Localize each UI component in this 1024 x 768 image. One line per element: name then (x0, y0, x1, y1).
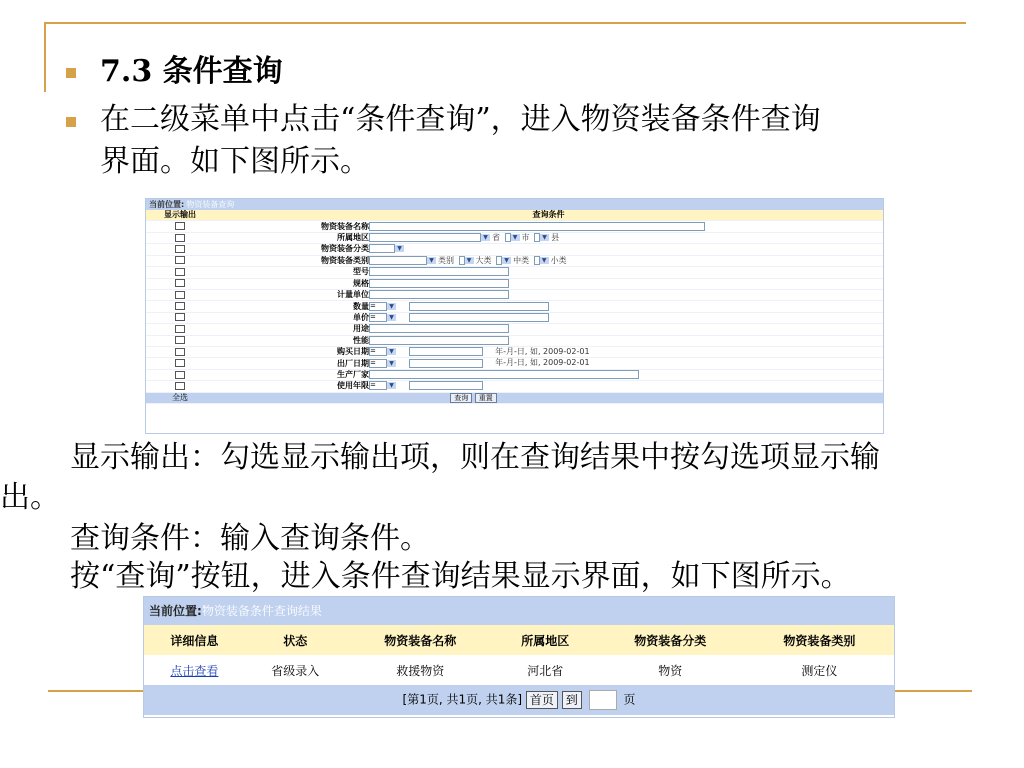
intro-text-line2: 界面。如下图所示。 (100, 144, 370, 179)
dropdown-arrow-icon[interactable]: ▼ (387, 382, 396, 389)
intro-text-line1: 在二级菜单中点击“条件查询”，进入物资装备条件查询 (100, 102, 821, 137)
page-number-input[interactable] (589, 690, 617, 710)
output-checkbox[interactable] (175, 234, 185, 242)
form-row (146, 267, 883, 278)
output-checkbox[interactable] (175, 325, 185, 333)
manufacturer-input[interactable] (369, 370, 639, 379)
category-select[interactable] (369, 244, 395, 253)
form-row (146, 346, 883, 358)
field-label: 计量单位 (214, 289, 369, 300)
col-output-header: 显示输出 (146, 210, 214, 221)
dropdown-arrow-icon[interactable]: ▼ (481, 234, 490, 241)
header-category: 物资装备分类 (596, 625, 745, 655)
form-row: 物资装备类别 ▼ 类别 ▼ 大类 ▼ 中类 ▼ 小类 (146, 255, 883, 267)
bullet-square-icon (66, 117, 76, 127)
purchase-date-operator-select[interactable]: = (369, 347, 387, 356)
output-checkbox[interactable] (175, 222, 185, 230)
field-label: 规格 (214, 278, 369, 289)
output-checkbox[interactable] (175, 245, 185, 253)
output-checkbox[interactable] (175, 336, 185, 344)
spec-input[interactable] (369, 279, 509, 288)
form-row (146, 278, 883, 289)
para-conditions: 查询条件：输入查询条件。 (70, 521, 430, 556)
first-page-button[interactable]: 首页 (526, 691, 558, 709)
header-detail: 详细信息 (144, 625, 245, 655)
cell-region: 河北省 (527, 663, 564, 678)
condition-query-form-screenshot (145, 198, 884, 434)
form-footer-row (146, 392, 883, 403)
form-row (146, 289, 883, 300)
factory-date-operator-select[interactable]: = (369, 359, 387, 368)
output-checkbox[interactable] (175, 268, 185, 276)
type-select[interactable] (369, 256, 427, 265)
header-region: 所属地区 (495, 625, 596, 655)
dropdown-arrow-icon[interactable]: ▼ (502, 257, 511, 264)
output-checkbox[interactable] (175, 291, 185, 299)
dropdown-arrow-icon[interactable]: ▼ (540, 234, 549, 241)
field-label: 性能 (214, 335, 369, 346)
field-label: 出厂日期 (214, 358, 369, 370)
dropdown-arrow-icon[interactable]: ▼ (395, 245, 404, 252)
query-form-table (146, 210, 883, 404)
results-breadcrumb: 当前位置:物资装备条件查询结果 (144, 597, 894, 625)
form-row (146, 369, 883, 380)
form-header-row (146, 210, 883, 221)
field-label: 物资装备类别 (214, 255, 369, 267)
output-checkbox[interactable] (175, 382, 185, 390)
form-row (146, 244, 883, 255)
top-divider (44, 22, 966, 24)
output-checkbox[interactable] (175, 302, 185, 310)
results-header-row (144, 625, 894, 655)
unit-input[interactable] (369, 290, 509, 299)
output-checkbox[interactable] (175, 371, 185, 379)
dropdown-arrow-icon[interactable]: ▼ (387, 360, 396, 367)
select-all-link[interactable]: 全选 (172, 392, 188, 402)
performance-input[interactable] (369, 336, 509, 345)
breadcrumb-location: 物资装备查询 (186, 200, 235, 209)
price-input[interactable] (409, 313, 549, 322)
purchase-date-input[interactable] (409, 347, 483, 356)
dropdown-arrow-icon[interactable]: ▼ (387, 348, 396, 355)
dropdown-arrow-icon[interactable]: ▼ (387, 303, 396, 310)
breadcrumb-label: 当前位置: (149, 200, 185, 209)
output-checkbox[interactable] (175, 348, 185, 356)
service-life-operator-select[interactable]: = (369, 381, 387, 390)
dropdown-arrow-icon[interactable]: ▼ (540, 257, 549, 264)
field-label: 数量 (214, 301, 369, 312)
query-button[interactable]: 查询 (450, 393, 472, 403)
usage-input[interactable] (369, 324, 509, 333)
header-name: 物资装备名称 (346, 625, 495, 655)
province-select[interactable] (369, 233, 481, 242)
field-label: 物资装备名称 (214, 221, 369, 232)
field-label: 所属地区 (214, 232, 369, 244)
field-label: 单价 (214, 312, 369, 323)
results-table (144, 625, 894, 715)
city-select[interactable] (505, 233, 511, 242)
left-accent-line (44, 22, 46, 92)
big-class-select[interactable] (459, 256, 465, 265)
section-heading: 7.3 条件查询 (100, 54, 283, 89)
field-label: 型号 (214, 267, 369, 278)
goto-page-button[interactable]: 到 (562, 691, 582, 709)
dropdown-arrow-icon[interactable]: ▼ (465, 257, 474, 264)
col-conditions-header: 查询条件 (214, 210, 883, 221)
pager-info: [第1页, 共1页, 共1条] (402, 692, 523, 707)
output-checkbox[interactable] (175, 279, 185, 287)
cell-name: 救援物资 (396, 663, 445, 678)
price-operator-select[interactable]: = (369, 313, 387, 322)
breadcrumb (146, 199, 883, 210)
para-output-line1: 显示输出：勾选显示输出项，则在查询结果中按勾选项显示输 (70, 440, 880, 475)
county-select[interactable] (534, 233, 540, 242)
date-format-hint: 年-月-日, 如, 2009-02-01 (495, 358, 590, 368)
form-row (146, 312, 883, 323)
output-checkbox[interactable] (175, 313, 185, 321)
field-label: 物资装备分类 (214, 244, 369, 255)
small-class-select[interactable] (534, 256, 540, 265)
name-input[interactable] (369, 222, 705, 231)
pager-row (144, 685, 894, 715)
output-checkbox[interactable] (175, 256, 185, 264)
field-label: 使用年限 (214, 381, 369, 392)
bottom-divider-right (890, 690, 972, 692)
form-row (146, 358, 883, 370)
dropdown-arrow-icon[interactable]: ▼ (511, 234, 520, 241)
quantity-input[interactable] (409, 302, 549, 311)
form-row: 所属地区 ▼ 省 ▼ 市 ▼ 县 (146, 232, 883, 244)
service-life-input[interactable] (409, 381, 483, 390)
query-results-screenshot (143, 596, 895, 718)
cell-type: 测定仪 (801, 663, 838, 678)
form-row (146, 335, 883, 346)
para-query-button: 按“查询”按钮，进入条件查询结果显示界面，如下图所示。 (70, 559, 851, 594)
quantity-operator-select[interactable]: = (369, 302, 387, 311)
bottom-divider-left (48, 690, 143, 692)
field-label: 生产厂家 (214, 369, 369, 380)
header-type: 物资装备类别 (745, 625, 894, 655)
bullet-square-icon (66, 68, 76, 78)
para-output-line2: 出。 (0, 480, 60, 515)
form-row (146, 221, 883, 232)
cell-category: 物资 (658, 663, 683, 678)
factory-date-input[interactable] (409, 359, 483, 368)
mid-class-select[interactable] (496, 256, 502, 265)
header-status: 状态 (245, 625, 346, 655)
dropdown-arrow-icon[interactable]: ▼ (387, 314, 396, 321)
field-label: 用途 (214, 324, 369, 335)
field-label: 购买日期 (214, 346, 369, 358)
form-row (146, 324, 883, 335)
model-input[interactable] (369, 267, 509, 276)
view-detail-link[interactable]: 点击查看 (170, 663, 219, 678)
table-row (144, 655, 894, 685)
dropdown-arrow-icon[interactable]: ▼ (427, 257, 436, 264)
form-row (146, 301, 883, 312)
output-checkbox[interactable] (175, 359, 185, 367)
cell-status: 省级录入 (271, 663, 320, 678)
reset-button[interactable]: 重置 (475, 393, 497, 403)
form-row (146, 381, 883, 392)
date-format-hint: 年-月-日, 如, 2009-02-01 (495, 346, 590, 356)
page-unit-label: 页 (623, 692, 636, 707)
